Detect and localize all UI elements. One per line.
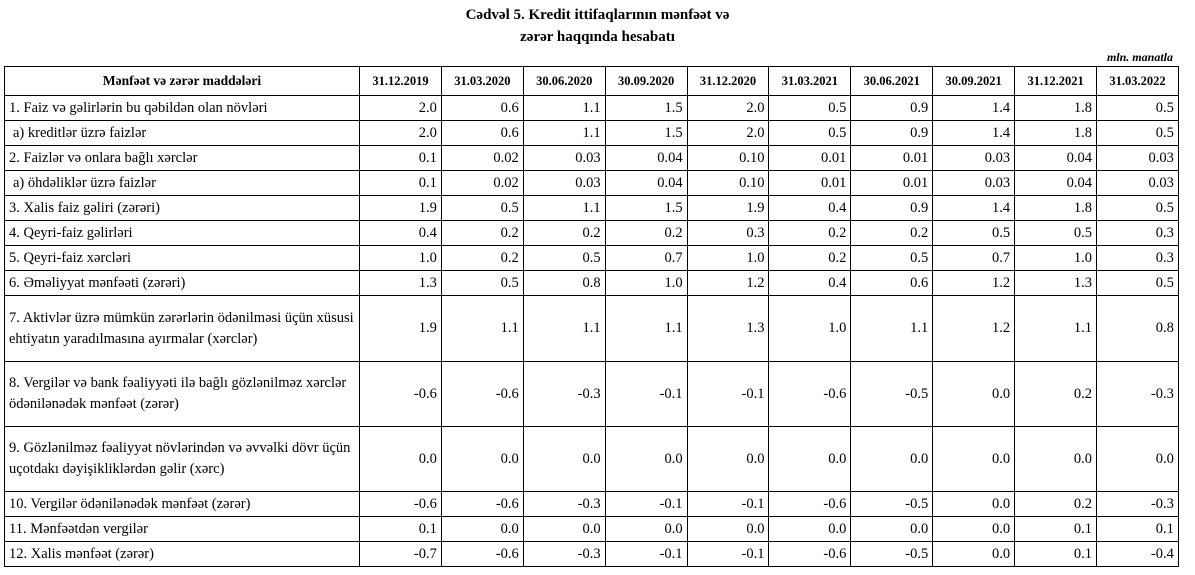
row-value: 0.2	[523, 221, 605, 246]
row-value: 0.2	[851, 221, 933, 246]
row-value: 0.7	[605, 246, 687, 271]
table-row	[5, 146, 1179, 171]
row-value: 1.1	[523, 96, 605, 121]
row-value: 0.0	[851, 517, 933, 542]
row-value: 0.04	[605, 171, 687, 196]
row-value: 0.6	[441, 96, 523, 121]
row-value: 0.5	[1097, 96, 1179, 121]
row-value: 0.5	[441, 196, 523, 221]
row-value: 1.1	[441, 296, 523, 362]
row-value: 0.0	[933, 362, 1015, 427]
row-value: 0.0	[1097, 427, 1179, 492]
row-label: 7. Aktivlər üzrə mümkün zərərlərin ödənilməsi üçün xüsusi ehtiyatın yaradılmasına ayırmalar (xərclər)	[5, 296, 360, 362]
row-value: -0.5	[851, 542, 933, 567]
header-date: 30.06.2020	[523, 67, 605, 96]
row-value: 0.01	[769, 146, 851, 171]
row-label: 4. Qeyri-faiz gəlirləri	[5, 221, 360, 246]
header-label: Mənfəət və zərər maddələri	[5, 67, 360, 96]
row-value: 0.3	[687, 221, 769, 246]
header-date: 30.06.2021	[851, 67, 933, 96]
row-value: 1.5	[605, 96, 687, 121]
row-value: 0.2	[769, 246, 851, 271]
row-value: 1.1	[523, 196, 605, 221]
row-value: 0.10	[687, 171, 769, 196]
row-value: 0.03	[523, 146, 605, 171]
row-value: 0.5	[769, 121, 851, 146]
row-label: 2. Faizlər və onlara bağlı xərclər	[5, 146, 360, 171]
unit-note: mln. manatla	[1106, 50, 1173, 64]
row-value: 0.2	[769, 221, 851, 246]
row-value: 1.0	[687, 246, 769, 271]
row-value: -0.3	[523, 492, 605, 517]
row-value: -0.4	[1097, 542, 1179, 567]
row-value: 0.0	[441, 427, 523, 492]
table-row	[5, 492, 1179, 517]
row-value: 0.5	[523, 246, 605, 271]
table-row	[5, 246, 1179, 271]
table-row	[5, 171, 1179, 196]
row-value: 2.0	[360, 121, 442, 146]
row-value: 0.0	[687, 517, 769, 542]
row-value: -0.5	[851, 492, 933, 517]
row-value: -0.3	[523, 542, 605, 567]
row-value: 0.3	[1097, 246, 1179, 271]
row-value: 1.0	[769, 296, 851, 362]
row-value: 1.0	[360, 246, 442, 271]
row-value: 0.02	[441, 146, 523, 171]
row-value: 1.9	[360, 296, 442, 362]
row-value: 1.1	[523, 121, 605, 146]
row-value: 0.0	[769, 427, 851, 492]
row-value: 0.03	[523, 171, 605, 196]
row-value: 0.5	[933, 221, 1015, 246]
row-value: 0.9	[851, 96, 933, 121]
row-value: 0.5	[851, 246, 933, 271]
row-label: a) öhdəliklər üzrə faizlər	[5, 171, 360, 196]
row-value: 0.0	[769, 517, 851, 542]
row-value: 1.3	[1015, 271, 1097, 296]
row-value: 1.9	[687, 196, 769, 221]
row-value: 0.1	[360, 517, 442, 542]
row-value: -0.6	[769, 542, 851, 567]
row-value: 0.0	[523, 427, 605, 492]
row-label: 6. Əməliyyat mənfəəti (zərəri)	[5, 271, 360, 296]
row-value: -0.6	[441, 492, 523, 517]
row-value: 0.5	[1097, 196, 1179, 221]
row-value: -0.3	[1097, 492, 1179, 517]
row-value: 0.2	[441, 221, 523, 246]
header-row	[5, 67, 1179, 96]
table-row	[5, 427, 1179, 492]
row-value: 0.03	[933, 171, 1015, 196]
row-value: 0.04	[605, 146, 687, 171]
row-value: 1.1	[605, 296, 687, 362]
row-value: 0.0	[441, 517, 523, 542]
row-value: 1.4	[933, 196, 1015, 221]
row-value: 0.0	[360, 427, 442, 492]
row-value: 0.02	[441, 171, 523, 196]
row-value: 0.2	[1015, 362, 1097, 427]
row-value: 0.0	[933, 427, 1015, 492]
row-value: 0.0	[933, 492, 1015, 517]
row-value: 0.0	[605, 517, 687, 542]
row-value: 1.4	[933, 121, 1015, 146]
row-value: -0.6	[441, 542, 523, 567]
table-row	[5, 121, 1179, 146]
row-value: 0.03	[1097, 171, 1179, 196]
row-value: -0.1	[687, 542, 769, 567]
row-value: 0.1	[360, 171, 442, 196]
row-value: 1.8	[1015, 96, 1097, 121]
row-value: 1.1	[851, 296, 933, 362]
row-value: 0.01	[851, 146, 933, 171]
row-value: 0.2	[1015, 492, 1097, 517]
row-value: 1.8	[1015, 196, 1097, 221]
row-value: -0.6	[769, 362, 851, 427]
table-row	[5, 542, 1179, 567]
row-value: 0.0	[605, 427, 687, 492]
row-value: 0.2	[605, 221, 687, 246]
row-value: 0.10	[687, 146, 769, 171]
header-date: 31.12.2020	[687, 67, 769, 96]
row-value: 0.5	[1097, 271, 1179, 296]
row-value: 0.8	[523, 271, 605, 296]
row-value: 0.5	[441, 271, 523, 296]
row-value: 0.03	[1097, 146, 1179, 171]
profit-loss-table	[4, 66, 1179, 567]
row-value: 1.4	[933, 96, 1015, 121]
row-label: 10. Vergilər ödənilənədək mənfəət (zərər)	[5, 492, 360, 517]
row-value: 1.5	[605, 121, 687, 146]
row-value: 0.0	[687, 427, 769, 492]
row-value: 0.4	[769, 271, 851, 296]
row-value: -0.1	[605, 492, 687, 517]
row-value: -0.5	[851, 362, 933, 427]
row-value: 0.9	[851, 121, 933, 146]
row-value: 1.9	[360, 196, 442, 221]
header-date: 31.03.2021	[769, 67, 851, 96]
row-value: -0.1	[687, 362, 769, 427]
row-value: -0.6	[360, 492, 442, 517]
row-value: -0.6	[441, 362, 523, 427]
row-value: 0.9	[851, 196, 933, 221]
row-value: 1.0	[605, 271, 687, 296]
header-date: 31.03.2020	[441, 67, 523, 96]
row-value: 1.2	[933, 271, 1015, 296]
row-value: 0.01	[769, 171, 851, 196]
row-value: 0.1	[1097, 517, 1179, 542]
table-title-line1: Cədvəl 5. Kredit ittifaqlarının mənfəət və	[465, 7, 730, 23]
row-value: -0.6	[769, 492, 851, 517]
row-value: -0.7	[360, 542, 442, 567]
header-date: 31.12.2021	[1015, 67, 1097, 96]
row-value: 0.04	[1015, 146, 1097, 171]
row-value: 0.5	[1097, 121, 1179, 146]
row-value: 0.6	[441, 121, 523, 146]
row-label: 5. Qeyri-faiz xərcləri	[5, 246, 360, 271]
header-date: 30.09.2020	[605, 67, 687, 96]
row-value: 0.0	[933, 542, 1015, 567]
row-value: 2.0	[687, 121, 769, 146]
row-value: 2.0	[687, 96, 769, 121]
row-value: 0.04	[1015, 171, 1097, 196]
row-value: 0.5	[769, 96, 851, 121]
row-label: 8. Vergilər və bank fəaliyyəti ilə bağlı gözlənilməz xərclər ödənilənədək mənfəət (zərər)	[5, 362, 360, 427]
row-value: -0.1	[605, 542, 687, 567]
row-value: 0.2	[441, 246, 523, 271]
header-date: 31.12.2019	[360, 67, 442, 96]
row-value: 1.1	[523, 296, 605, 362]
row-value: 1.3	[360, 271, 442, 296]
row-value: 1.2	[933, 296, 1015, 362]
row-value: -0.1	[605, 362, 687, 427]
row-value: 1.3	[687, 296, 769, 362]
row-value: 0.01	[851, 171, 933, 196]
row-label: 3. Xalis faiz gəliri (zərəri)	[5, 196, 360, 221]
table-row	[5, 221, 1179, 246]
table-row	[5, 517, 1179, 542]
row-value: 0.6	[851, 271, 933, 296]
row-value: 2.0	[360, 96, 442, 121]
row-value: 0.3	[1097, 221, 1179, 246]
header-date: 31.03.2022	[1097, 67, 1179, 96]
table-row	[5, 271, 1179, 296]
row-value: 0.0	[523, 517, 605, 542]
row-value: -0.3	[1097, 362, 1179, 427]
row-value: 1.0	[1015, 246, 1097, 271]
row-value: 0.0	[851, 427, 933, 492]
row-value: 1.2	[687, 271, 769, 296]
row-value: 1.5	[605, 196, 687, 221]
row-label: a) kreditlər üzrə faizlər	[5, 121, 360, 146]
row-value: 0.1	[1015, 517, 1097, 542]
header-date: 30.09.2021	[933, 67, 1015, 96]
table-row	[5, 196, 1179, 221]
row-value: 0.4	[360, 221, 442, 246]
table-row	[5, 362, 1179, 427]
row-label: 1. Faiz və gəlirlərin bu qəbildən olan növləri	[5, 96, 360, 121]
row-value: 0.1	[1015, 542, 1097, 567]
row-value: 0.5	[1015, 221, 1097, 246]
row-value: -0.3	[523, 362, 605, 427]
row-value: 0.03	[933, 146, 1015, 171]
row-value: -0.6	[360, 362, 442, 427]
row-value: 0.1	[360, 146, 442, 171]
table-title-line2: zərər haqqında hesabatı	[520, 29, 675, 45]
table-row	[5, 96, 1179, 121]
row-value: 0.4	[769, 196, 851, 221]
row-value: -0.1	[687, 492, 769, 517]
row-value: 0.7	[933, 246, 1015, 271]
row-label: 11. Mənfəətdən vergilər	[5, 517, 360, 542]
row-label: 9. Gözlənilməz fəaliyyət növlərindən və əvvəlki dövr üçün uçotdakı dəyişikliklərdən gəlir (xərc)	[5, 427, 360, 492]
row-value: 0.0	[933, 517, 1015, 542]
row-value: 0.0	[1015, 427, 1097, 492]
row-value: 1.8	[1015, 121, 1097, 146]
row-value: 1.1	[1015, 296, 1097, 362]
row-label: 12. Xalis mənfəət (zərər)	[5, 542, 360, 567]
row-value: 0.8	[1097, 296, 1179, 362]
table-row	[5, 296, 1179, 362]
